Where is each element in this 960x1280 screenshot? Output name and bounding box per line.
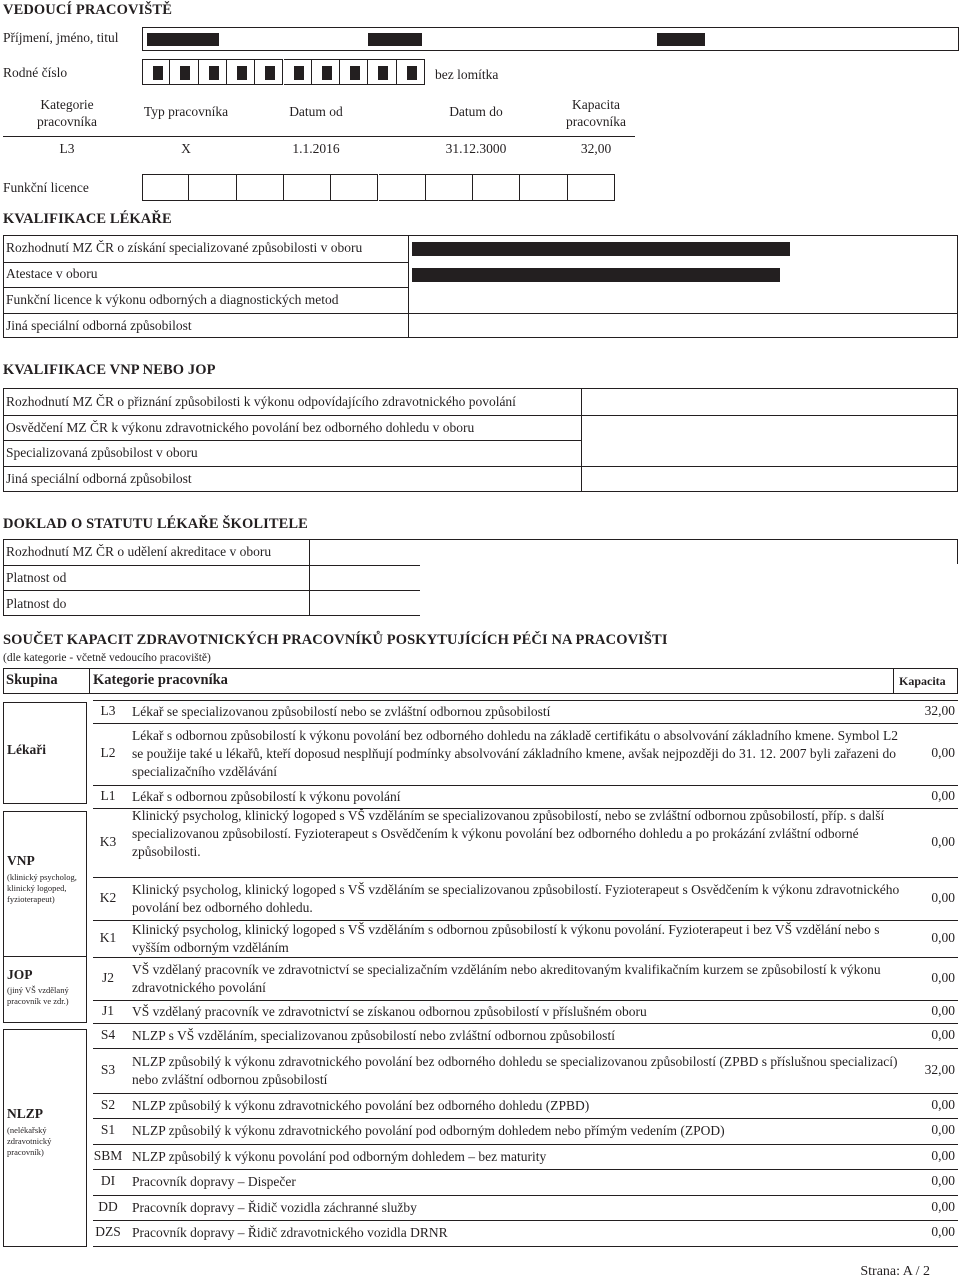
cell-type: X <box>181 141 191 156</box>
row-divider <box>93 1023 958 1024</box>
licence-digit-box[interactable] <box>473 174 520 201</box>
table-divider <box>4 262 408 263</box>
category-capacity-value: 0,00 <box>931 833 955 849</box>
birth-number-digit[interactable] <box>312 59 340 85</box>
category-description: Lékař se specializovanou způsobilostí nebo se zvláštní odbornou způsobilostí <box>132 703 551 719</box>
row-divider <box>93 723 958 724</box>
group-name-lekari: Lékaři <box>7 742 46 757</box>
redaction-digit <box>407 66 417 80</box>
category-code: K1 <box>99 929 117 945</box>
category-code: S2 <box>100 1096 116 1112</box>
section-title-capacity: SOUČET KAPACIT ZDRAVOTNICKÝCH PRACOVNÍKŮ POSKYTUJÍCÍCH PÉČI NA PRACOVIŠTI <box>3 632 668 648</box>
licence-label: Funkční licence <box>3 180 89 195</box>
licence-digit-box[interactable] <box>426 174 473 201</box>
category-code: S1 <box>100 1122 116 1137</box>
redaction-title <box>657 33 705 46</box>
category-description: Pracovník dopravy – Řidič vozidla záchranné služby <box>132 1199 417 1215</box>
row-divider <box>93 1048 958 1049</box>
cell-capacity: 32,00 <box>580 141 612 156</box>
vnp-row-label: Rozhodnutí MZ ČR o přiznání způsobilosti k výkonu odpovídajícího zdravotnického povolání <box>6 394 516 409</box>
birth-number-digit[interactable] <box>340 59 368 85</box>
row-divider <box>93 1246 958 1247</box>
row-divider <box>93 1144 958 1145</box>
row-divider <box>93 1195 958 1196</box>
category-code: SBM <box>93 1147 123 1163</box>
category-code: J2 <box>101 969 114 985</box>
category-capacity-value: 0,00 <box>931 787 955 803</box>
table-divider <box>408 236 409 337</box>
birth-number-digit[interactable] <box>142 59 170 85</box>
redaction-digit <box>153 66 163 80</box>
licence-digit-box[interactable] <box>189 174 236 201</box>
table-divider <box>4 440 581 441</box>
category-capacity-value: 0,00 <box>931 889 955 905</box>
category-code: L2 <box>100 745 116 760</box>
section-title-head: VEDOUCÍ PRACOVIŠTĚ <box>3 2 172 18</box>
row-divider <box>93 785 958 786</box>
birth-number-digit[interactable] <box>227 59 255 85</box>
cell-date-to: 31.12.3000 <box>445 141 507 156</box>
trainer-row-label: Platnost od <box>6 570 67 585</box>
category-description: Lékař s odbornou způsobilostí k výkonu povolání bez odborného dohledu na základě certifikátu o absolvování základního kmene. Symbol L2 se použije také u lékařů, kteří doposud nesplňují podmínky absolvování základního kmene, avšak nejpozději do 31. 12. 2007 byli zařazeni do specializačního vzdělávání <box>132 728 898 779</box>
group-name-nlzp: NLZP <box>7 1106 44 1121</box>
trainer-row-label: Platnost do <box>6 596 67 611</box>
category-description: NLZP způsobilý k výkonu zdravotnického povolání pod odborným dohledem nebo přímým vedením (ZPOD) <box>132 1123 725 1138</box>
doctor-qualification-table <box>3 235 958 338</box>
table-divider <box>4 466 957 467</box>
category-capacity-value: 0,00 <box>931 969 955 985</box>
table-divider <box>893 668 894 694</box>
category-description: Klinický psycholog, klinický logoped s VŠ vzděláním se specializovanou způsobilostí, nebo se zvláštní odbornou způsobilostí, příp. s další specializovanou způsobilostí. Fyzioterapeut s Osvědčením k výkonu povolání bez odborného dohledu a po prokázání zvláštní odborné způsobilosti. <box>132 807 885 859</box>
licence-digit-box[interactable] <box>331 174 378 201</box>
col-header-category: Kategorie pracovníka <box>37 97 97 129</box>
redaction-digit <box>237 66 247 80</box>
col-header-category: Kategorie pracovníka <box>93 672 228 688</box>
redaction-digit <box>350 66 360 80</box>
birth-number-digit[interactable] <box>255 59 283 85</box>
col-header-date-from: Datum od <box>289 104 343 119</box>
licence-digit-box[interactable] <box>568 174 615 201</box>
table-blank-area <box>420 564 958 616</box>
licence-digit-box[interactable] <box>520 174 567 201</box>
category-description: Klinický psycholog, klinický logoped s VŠ vzděláním se specializovanou způsobilostí. Fyzioterapeut s Osvědčením k výkonu zdravotnického povolání bez odborného dohledu. <box>132 881 900 915</box>
row-divider <box>93 1220 958 1221</box>
capacity-table <box>3 668 959 1248</box>
group-sub-nlzp: (nelékařský zdravotnický pracovník) <box>7 1125 52 1157</box>
birth-number-digit[interactable] <box>284 59 312 85</box>
table-divider <box>89 668 90 694</box>
vnp-row-label: Osvědčení MZ ČR k výkonu zdravotnického povolání bez odborného dohledu v oboru <box>6 420 475 435</box>
category-capacity-value: 0,00 <box>931 1122 955 1137</box>
table-divider <box>4 415 957 416</box>
licence-field[interactable] <box>142 174 616 201</box>
row-divider <box>93 700 958 701</box>
birth-number-digit[interactable] <box>368 59 396 85</box>
row-divider <box>93 1093 958 1094</box>
birth-number-note: bez lomítka <box>435 67 499 82</box>
group-sub-vnp: (klinický psycholog, klinický logoped, fyzioterapeut) <box>7 872 77 904</box>
redaction-digit <box>322 66 332 80</box>
doctor-row-label: Atestace v oboru <box>6 266 98 281</box>
row-divider <box>93 957 958 958</box>
licence-digit-box[interactable] <box>142 174 189 201</box>
vnp-row-label: Jiná speciální odborná způsobilost <box>6 471 192 486</box>
category-description: NLZP způsobilý k výkonu zdravotnického povolání bez odborného dohledu se specializovanou způsobilostí (ZPBD s příslušnou specializací) nebo zvláštní odbornou způsobilostí <box>132 1053 898 1087</box>
category-description: NLZP s VŠ vzděláním, specializovanou způsobilostí nebo zvláštní odbornou způsobilostí <box>132 1027 615 1043</box>
worker-type-table <box>3 90 635 165</box>
redaction-digit <box>265 66 275 80</box>
category-capacity-value: 0,00 <box>931 929 955 945</box>
category-code: K2 <box>99 889 117 905</box>
row-divider <box>93 1118 958 1119</box>
category-description: Lékař s odbornou způsobilostí k výkonu povolání <box>132 788 401 804</box>
category-capacity-value: 0,00 <box>931 1147 955 1163</box>
category-description: VŠ vzdělaný pracovník ve zdravotnictví se získanou odbornou způsobilostí v příslušném oboru <box>132 1003 647 1019</box>
category-code: DD <box>98 1198 118 1214</box>
trainer-table <box>3 539 958 616</box>
birth-number-label: Rodné číslo <box>3 65 68 80</box>
category-capacity-value: 0,00 <box>931 1198 955 1214</box>
col-header-capacity: Kapacita <box>899 674 946 688</box>
group-name-vnp: VNP <box>7 853 35 868</box>
category-code: L3 <box>100 702 116 718</box>
table-divider <box>3 136 635 137</box>
birth-number-digit[interactable] <box>397 59 425 85</box>
name-label: Příjmení, jméno, titul <box>3 30 119 45</box>
section-title-doctor: KVALIFIKACE LÉKAŘE <box>3 211 172 227</box>
group-name-jop: JOP <box>7 967 33 982</box>
table-divider <box>581 389 582 491</box>
section-title-vnp: KVALIFIKACE VNP NEBO JOP <box>3 362 216 378</box>
redaction-attestation <box>412 268 780 282</box>
category-capacity-value: 0,00 <box>931 1002 955 1018</box>
category-capacity-value: 0,00 <box>931 745 955 760</box>
row-divider <box>93 1169 958 1170</box>
category-code: K3 <box>99 833 117 849</box>
section-title-trainer: DOKLAD O STATUTU LÉKAŘE ŠKOLITELE <box>3 516 308 532</box>
licence-digit-box[interactable] <box>237 174 284 201</box>
category-code: S3 <box>100 1061 116 1077</box>
category-description: Pracovník dopravy – Dispečer <box>132 1174 296 1189</box>
category-description: VŠ vzdělaný pracovník ve zdravotnictví se specializačním vzděláním nebo akreditovaným kvalifikačním kurzem se způsobilostí k výkonu zdravotnického povolání <box>132 961 881 995</box>
category-capacity-value: 0,00 <box>931 1224 955 1239</box>
category-capacity-value: 0,00 <box>931 1096 955 1112</box>
category-description: NLZP způsobilý k výkonu zdravotnického povolání bez odborného dohledu (ZPBD) <box>132 1097 590 1113</box>
capacity-subtitle: (dle kategorie - včetně vedoucího pracoviště) <box>3 652 211 664</box>
redaction-digit <box>378 66 388 80</box>
col-header-group: Skupina <box>6 672 58 688</box>
name-field[interactable] <box>142 27 959 51</box>
col-header-capacity: Kapacita pracovníka <box>566 97 626 129</box>
col-header-date-to: Datum do <box>449 104 503 119</box>
page-number: Strana: A / 2 <box>860 1264 930 1279</box>
table-divider <box>4 313 957 314</box>
category-capacity-value: 32,00 <box>924 702 955 718</box>
category-description: Klinický psycholog, klinický logoped s VŠ vzděláním s odbornou způsobilostí k výkonu povolání. Fyzioterapeut i bez VŠ vzdělání nebo s vyšším odborným vzděláním <box>132 921 880 955</box>
group-sub-jop: (jiný VŠ vzdělaný pracovník ve zdr.) <box>7 985 69 1006</box>
row-divider <box>93 877 958 878</box>
licence-digit-box[interactable] <box>379 174 426 201</box>
cell-category: L3 <box>59 141 75 156</box>
category-code: S4 <box>100 1026 116 1042</box>
category-code: DI <box>100 1173 116 1188</box>
birth-number-field[interactable] <box>142 59 425 85</box>
col-header-type: Typ pracovníka <box>143 104 229 119</box>
birth-number-digit[interactable] <box>199 59 227 85</box>
redaction-surname <box>147 33 219 46</box>
doctor-row-label: Rozhodnutí MZ ČR o získání specializované způsobilosti v oboru <box>6 240 363 255</box>
doctor-row-label: Jiná speciální odborná způsobilost <box>6 318 192 333</box>
redaction-specialization <box>412 242 790 256</box>
category-description: Pracovník dopravy – Řidič zdravotnického vozidla DRNR <box>132 1225 448 1240</box>
birth-number-digit[interactable] <box>170 59 198 85</box>
doctor-row-label: Funkční licence k výkonu odborných a diagnostických metod <box>6 292 339 307</box>
redaction-firstname <box>368 33 422 46</box>
trainer-row-label: Rozhodnutí MZ ČR o udělení akreditace v oboru <box>6 544 272 559</box>
category-capacity-value: 32,00 <box>924 1061 955 1077</box>
table-divider <box>4 287 408 288</box>
category-code: L1 <box>100 787 116 803</box>
category-code: DZS <box>95 1224 121 1239</box>
redaction-digit <box>209 66 219 80</box>
vnp-qualification-table <box>3 388 958 492</box>
category-capacity-value: 0,00 <box>931 1026 955 1042</box>
table-divider <box>309 540 310 615</box>
category-code: J1 <box>101 1002 114 1018</box>
vnp-row-label: Specializovaná způsobilost v oboru <box>6 445 198 460</box>
redaction-digit <box>294 66 304 80</box>
category-capacity-value: 0,00 <box>931 1173 955 1188</box>
row-divider <box>93 1000 958 1001</box>
cell-date-from: 1.1.2016 <box>292 141 340 156</box>
category-description: NLZP způsobilý k výkonu povolání pod odborným dohledem – bez maturity <box>132 1148 547 1164</box>
redaction-digit <box>180 66 190 80</box>
licence-digit-box[interactable] <box>284 174 331 201</box>
